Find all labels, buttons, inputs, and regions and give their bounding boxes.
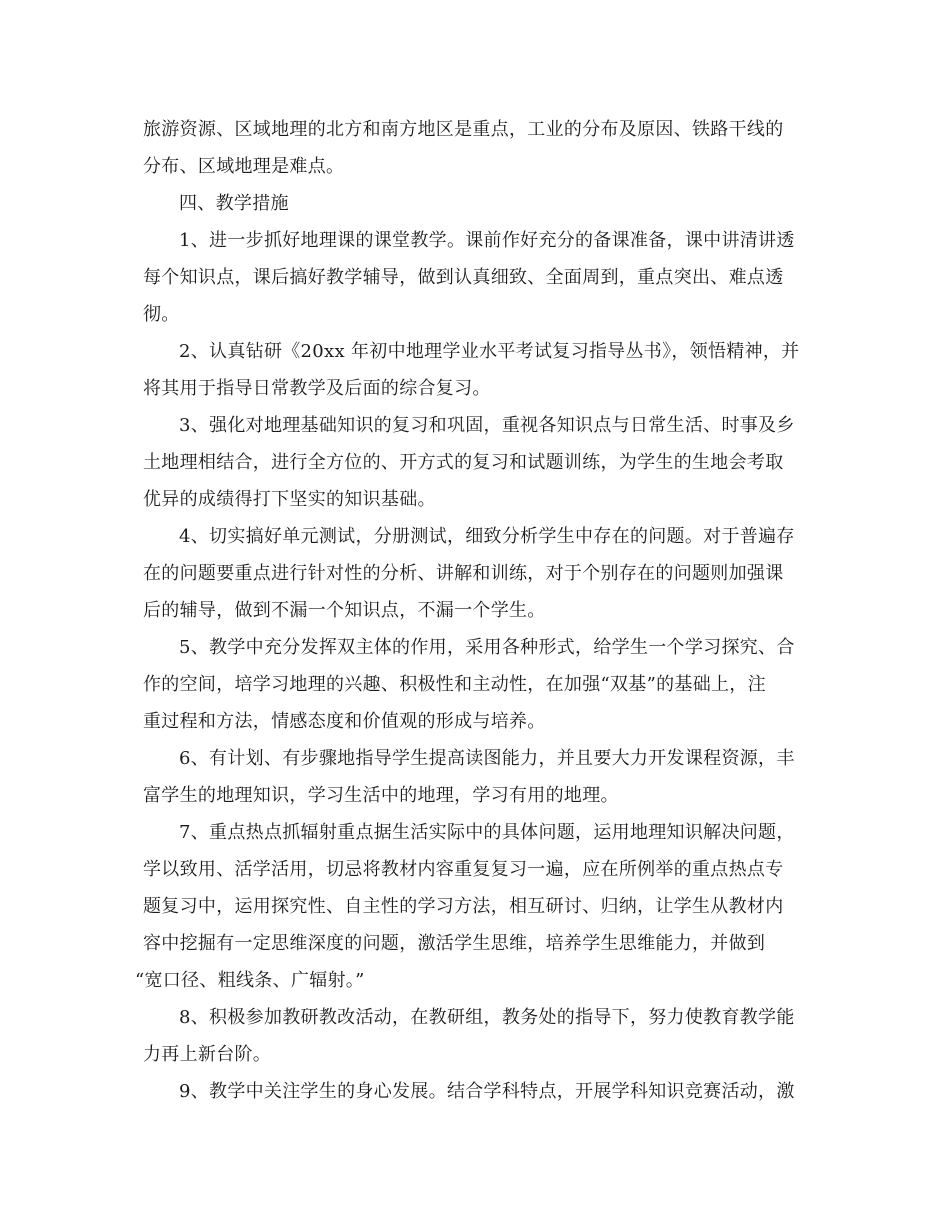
text-line: 题复习中，运用探究性、自主性的学习方法，相互研讨、归纳，让学生从教材内	[143, 896, 784, 917]
text-line: 1、进一步抓好地理课的课堂教学。课前作好充分的备课准备，课中讲清讲透	[179, 230, 795, 251]
text-line: 在的问题要重点进行针对性的分析、讲解和训练，对于个别存在的问题则加强课	[143, 563, 784, 584]
text-line: 分布、区域地理是难点。	[143, 156, 345, 177]
text-line: 2、认真钻研《20xx 年初中地理学业水平考试复习指导丛书》，领悟精神，并	[179, 341, 800, 362]
text-line: 5、教学中充分发挥双主体的作用，采用各种形式，给学生一个学习探究、合	[179, 637, 795, 658]
text-line: 重过程和方法，情感态度和价值观的形成与培养。	[143, 711, 546, 732]
text-line: “宽口径、粗线条、广辐射。”	[135, 970, 365, 991]
section-heading: 四、教学措施	[179, 193, 289, 214]
text-line: 富学生的地理知识，学习生活中的地理，学习有用的地理。	[143, 785, 619, 806]
text-line: 每个知识点，课后搞好教学辅导，做到认真细致、全面周到，重点突出、难点透	[143, 267, 784, 288]
text-line: 4、切实搞好单元测试，分册测试，细致分析学生中存在的问题。对于普遍存	[179, 526, 795, 547]
text-line: 力再上新台阶。	[143, 1044, 272, 1065]
text-line: 7、重点热点抓辐射重点据生活实际中的具体问题，运用地理知识解决问题，	[179, 822, 795, 843]
text-line: 彻。	[143, 304, 180, 325]
text-line: 土地理相结合，进行全方位的、开方式的复习和试题训练，为学生的生地会考取	[143, 452, 784, 473]
text-line: 作的空间，培学习地理的兴趣、积极性和主动性，在加强“双基”的基础上，注	[143, 674, 766, 695]
text-line: 3、强化对地理基础知识的复习和巩固，重视各知识点与日常生活、时事及乡	[179, 415, 795, 436]
text-line: 学以致用、活学活用，切忌将教材内容重复复习一遍，应在所例举的重点热点专	[143, 859, 784, 880]
text-line: 8、积极参加教研教改活动，在教研组，教务处的指导下，努力使教育教学能	[179, 1007, 795, 1028]
text-line: 6、有计划、有步骤地指导学生提高读图能力，并且要大力开发课程资源，丰	[179, 748, 795, 769]
text-line: 后的辅导，做到不漏一个知识点，不漏一个学生。	[143, 600, 546, 621]
text-line: 优异的成绩得打下坚实的知识基础。	[143, 489, 436, 510]
text-line: 将其用于指导日常教学及后面的综合复习。	[143, 378, 491, 399]
text-line: 旅游资源、区域地理的北方和南方地区是重点，工业的分布及原因、铁路干线的	[143, 119, 784, 140]
text-line: 9、教学中关注学生的身心发展。结合学科特点，开展学科知识竞赛活动，激	[179, 1081, 795, 1102]
text-line: 容中挖掘有一定思维深度的问题，激活学生思维，培养学生思维能力，并做到	[143, 933, 766, 954]
